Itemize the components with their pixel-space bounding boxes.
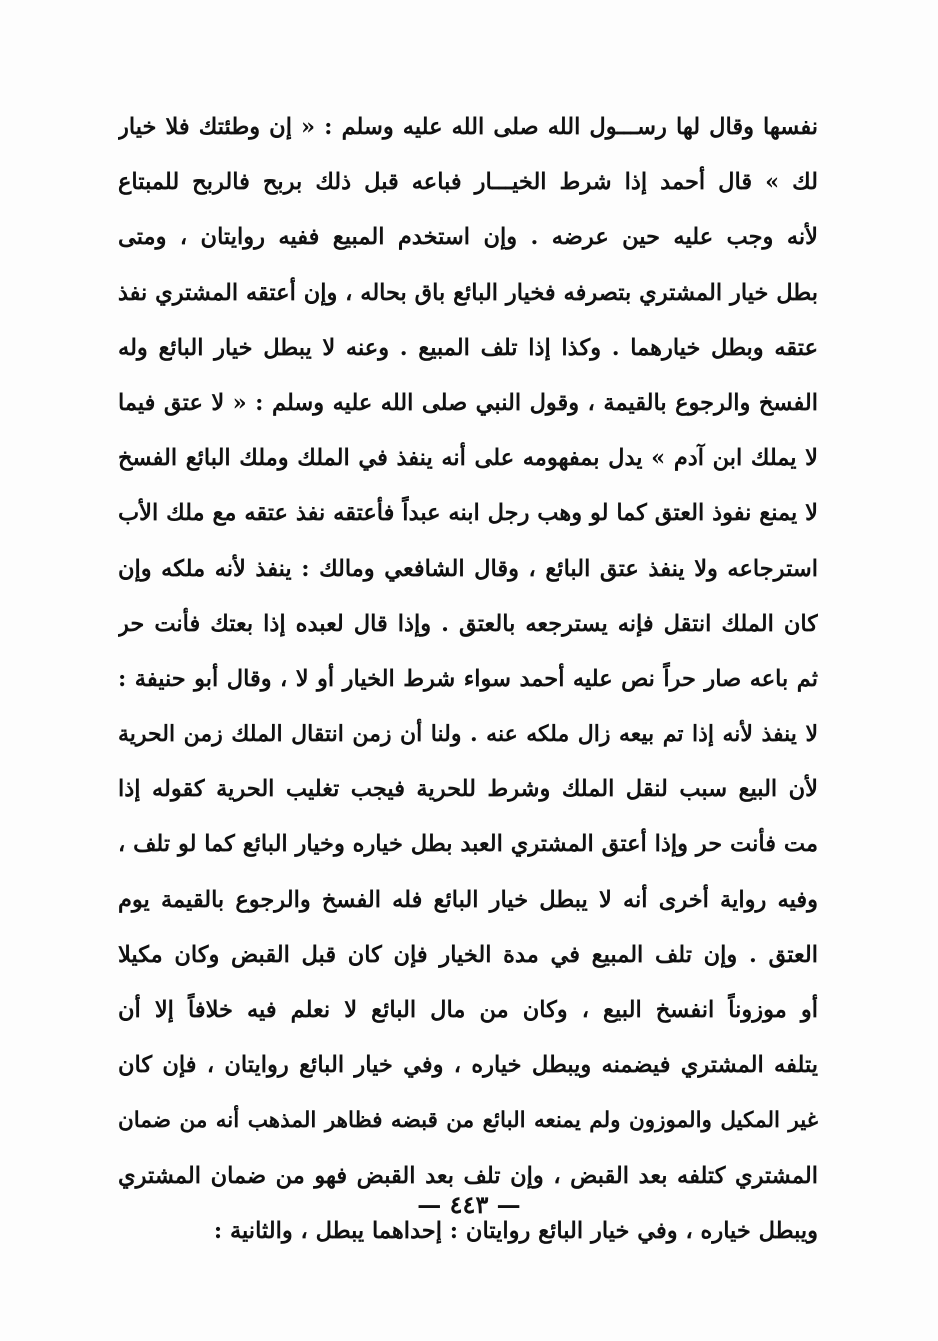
text-line-14: مت فأنت حر وإذا أعتق المشتري العبد بطل خياره وخيار البائع كما لو تلف ،	[118, 831, 818, 858]
text-line-3: لأنه وجب عليه حين عرضه . وإن استخدم المبيع ففيه روايتان ، ومتى	[118, 224, 818, 251]
text-line-5: عتقه وبطل خيارهما . وكذا إذا تلف المبيع . وعنه لا يبطل خيار البائع وله	[118, 334, 818, 361]
text-line-21: ويبطل خياره ، وفي خيار البائع روايتان : إحداهما يبطل ، والثانية :	[213, 1217, 818, 1244]
text-line-17: أو موزوناً انفسخ البيع ، وكان من مال البائع لا نعلم فيه خلافاً إلا أن	[118, 997, 818, 1023]
text-line-4: بطل خيار المشتري بتصرفه فخيار البائع باق بحاله ، وإن أعتقه المشتري نفذ	[118, 279, 818, 306]
text-line-11: ثم باعه صار حراً نص عليه أحمد سواء شرط الخيار أو لا ، وقال أبو حنيفة :	[118, 665, 818, 692]
text-line-20: المشتري كتلفه بعد القبض ، وإن تلف بعد القبض فهو من ضمان المشتري	[118, 1162, 818, 1189]
text-line-13: لأن البيع سبب لنقل الملك وشرط للحرية فيجب تغليب الحرية كقوله إذا	[118, 776, 818, 803]
text-line-1: نفسها وقال لها رســـول الله صلى الله عليه وسلم : « إن وطئتك فلا خيار	[118, 114, 818, 140]
page-footer	[0, 1190, 938, 1219]
text-line-2: لك » قال أحمد إذا شرط الخيـــار فباعه قبل ذلك بربح فالربح للمبتاع	[118, 169, 818, 196]
text-line-15: وفيه رواية أخرى أنه لا يبطل خيار البائع فله الفسخ والرجوع بالقيمة يوم	[118, 886, 818, 913]
text-line-19: غير المكيل والموزون ولم يمنعه البائع من قبضه فظاهر المذهب أنه من ضمان	[118, 1108, 818, 1134]
text-line-7: لا يملك ابن آدم » يدل بمفهومه على أنه ينفذ في الملك وملك البائع الفسخ	[118, 445, 818, 472]
page-number: — ٤٤٣ —	[417, 1190, 521, 1219]
body-text	[118, 100, 818, 1259]
text-line-10: كان الملك انتقل فإنه يسترجعه بالعتق . وإذا قال لعبده إذا بعتك فأنت حر	[118, 610, 818, 637]
text-line-18: يتلفه المشتري فيضمنه ويبطل خياره ، وفي خيار البائع روايتان ، فإن كان	[118, 1052, 818, 1079]
text-line-8: لا يمنع نفوذ العتق كما لو وهب رجل ابنه عبداً فأعتقه نفذ عتقه مع ملك الأب	[118, 500, 818, 527]
text-line-16: العتق . وإن تلف المبيع في مدة الخيار فإن كان قبل القبض وكان مكيلا	[118, 941, 818, 968]
text-line-9: استرجاعه ولا ينفذ عتق البائع ، وقال الشافعي ومالك : ينفذ لأنه ملكه وإن	[118, 555, 818, 582]
text-line-12: لا ينفذ لأنه إذا تم بيعه زال ملكه عنه . ولنا أن زمن انتقال الملك زمن الحرية	[118, 721, 818, 748]
text-line-6: الفسخ والرجوع بالقيمة ، وقول النبي صلى الله عليه وسلم : « لا عتق فيما	[118, 389, 818, 416]
